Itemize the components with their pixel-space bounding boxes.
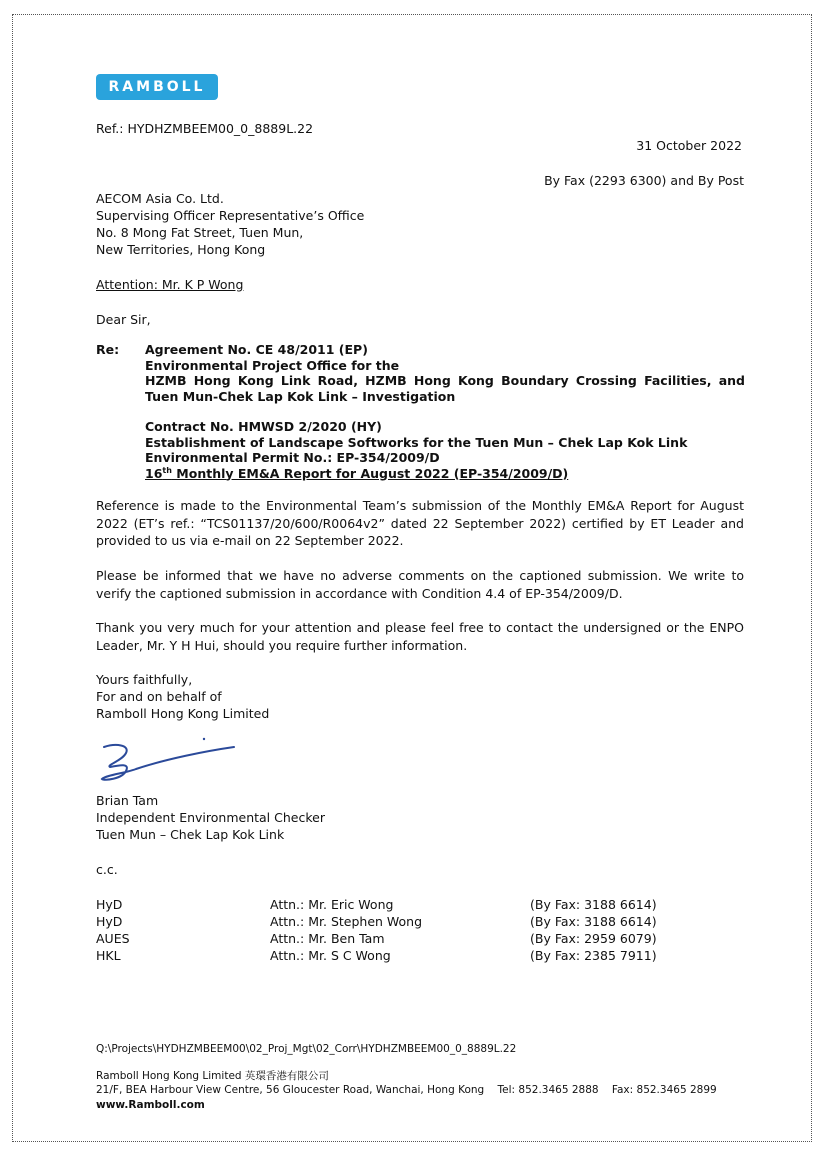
environmental-permit: Environmental Permit No.: EP-354/2009/D xyxy=(145,450,440,465)
closing-block xyxy=(96,671,269,722)
cc-fax: (By Fax: 2385 7911) xyxy=(530,948,657,963)
footer-address: 21/F, BEA Harbour View Centre, 56 Gloucester Road, Wanchai, Hong Kong xyxy=(96,1084,485,1096)
cc-attn: Attn.: Mr. S C Wong xyxy=(270,948,391,963)
footer-company-name: Ramboll Hong Kong Limited xyxy=(96,1070,242,1082)
cc-org: HKL xyxy=(96,948,121,963)
address-line: No. 8 Mong Fat Street, Tuen Mun, xyxy=(96,225,304,240)
cc-row xyxy=(96,897,696,914)
letter-date: 31 October 2022 xyxy=(636,138,742,153)
address-line: AECOM Asia Co. Ltd. xyxy=(96,191,224,206)
cc-row xyxy=(96,931,696,948)
reference-number: Ref.: HYDHZMBEEM00_0_8889L.22 xyxy=(96,121,314,136)
cc-org: AUES xyxy=(96,931,130,946)
paragraph-reference: Reference is made to the Environmental Team’s submission of the Monthly EM&A Report for August 2022 (ET’s ref.: “TCS01137/20/600/R0064v2” dated 22 September 2022) certified by ET Leader and provided to us via e-mail on 22 September 2022. xyxy=(96,498,744,548)
footer-fax: Fax: 852.3465 2899 xyxy=(611,1084,717,1096)
contract-block xyxy=(145,419,745,481)
ramboll-logo: RAMBOLL xyxy=(96,74,218,100)
signer-block xyxy=(96,792,325,843)
signer-title: Independent Environmental Checker xyxy=(96,810,325,825)
paragraph-no-comments: Please be informed that we have no adverse comments on the captioned submission. We write to verify the captioned submission in accordance with Condition 4.4 of EP-354/2009/D. xyxy=(96,568,744,601)
footer-contact xyxy=(96,1084,717,1096)
attention-line: Attention: Mr. K P Wong xyxy=(96,277,244,292)
contract-number: Contract No. HMWSD 2/2020 (HY) xyxy=(145,419,382,434)
address-line: New Territories, Hong Kong xyxy=(96,242,266,257)
cc-fax: (By Fax: 3188 6614) xyxy=(530,897,657,912)
file-path: Q:\Projects\HYDHZMBEEM00\02_Proj_Mgt\02_Corr\HYDHZMBEEM00_0_8889L.22 xyxy=(96,1043,517,1055)
closing-line: Ramboll Hong Kong Limited xyxy=(96,706,270,721)
footer-company-chinese: 英環香港有限公司 xyxy=(244,1070,329,1082)
recipient-address xyxy=(96,190,364,258)
cc-row xyxy=(96,948,696,965)
cc-attn: Attn.: Mr. Stephen Wong xyxy=(270,914,423,929)
cc-fax: (By Fax: 3188 6614) xyxy=(530,914,657,929)
cc-org: HyD xyxy=(96,897,123,912)
footer-company xyxy=(96,1068,329,1083)
footer-tel: Tel: 852.3465 2888 xyxy=(497,1084,599,1096)
subject-office: Environmental Project Office for the xyxy=(145,357,400,373)
delivery-method: By Fax (2293 6300) and By Post xyxy=(544,173,744,188)
subject-block xyxy=(145,342,745,404)
contract-title: Establishment of Landscape Softworks for the Tuen Mun – Chek Lap Kok Link xyxy=(145,434,688,450)
signature-image xyxy=(96,735,246,787)
cc-org: HyD xyxy=(96,914,123,929)
subject-agreement: Agreement No. CE 48/2011 (EP) xyxy=(145,342,368,357)
closing-line: Yours faithfully, xyxy=(96,672,193,687)
salutation: Dear Sir, xyxy=(96,312,151,327)
cc-attn: Attn.: Mr. Eric Wong xyxy=(270,897,394,912)
cc-fax: (By Fax: 2959 6079) xyxy=(530,931,657,946)
signer-project: Tuen Mun – Chek Lap Kok Link xyxy=(96,827,285,842)
paragraph-thanks: Thank you very much for your attention and please feel free to contact the undersigned or the ENPO Leader, Mr. Y H Hui, should you require further information. xyxy=(96,620,744,653)
report-title: 16th Monthly EM&A Report for August 2022 (EP-354/2009/D) xyxy=(145,465,569,481)
signer-name: Brian Tam xyxy=(96,793,159,808)
re-label: Re: xyxy=(96,342,120,357)
address-line: Supervising Officer Representative’s Office xyxy=(96,208,365,223)
subject-project: HZMB Hong Kong Link Road, HZMB Hong Kong Boundary Crossing Facilities, and Tuen Mun-Chek Lap Kok Link – Investigation xyxy=(145,373,745,404)
footer-website[interactable]: www.Ramboll.com xyxy=(96,1099,205,1111)
closing-line: For and on behalf of xyxy=(96,689,222,704)
cc-row xyxy=(96,914,696,931)
cc-label: c.c. xyxy=(96,862,118,877)
cc-attn: Attn.: Mr. Ben Tam xyxy=(270,931,385,946)
